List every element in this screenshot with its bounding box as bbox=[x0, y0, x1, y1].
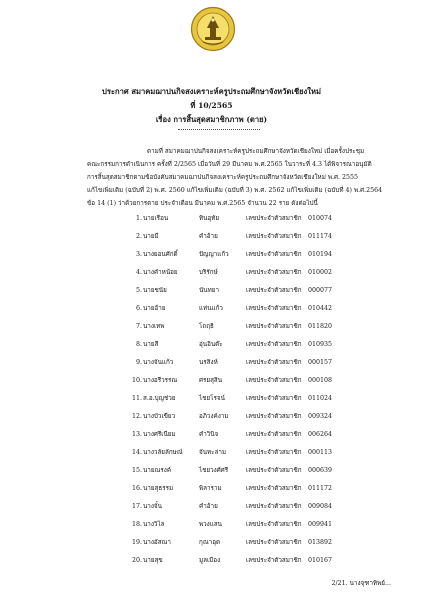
member-first-name: นายชนัย bbox=[143, 287, 167, 294]
association-seal-icon bbox=[190, 6, 236, 52]
member-first-name: นายสี bbox=[143, 341, 159, 348]
member-id: 009084 bbox=[308, 503, 333, 510]
member-last-name: บริรักษ์ bbox=[199, 269, 218, 276]
item-number: 12. bbox=[131, 413, 142, 420]
member-last-name: นันทยา bbox=[199, 287, 219, 294]
member-first-name: นางศรีเนียม bbox=[143, 431, 176, 438]
page-continuation: 2/21. นางจุฑาทิพย์... bbox=[331, 580, 391, 587]
member-last-name: โถฤธิ bbox=[199, 323, 214, 330]
member-last-name: อุ่นอินต๊ะ bbox=[199, 341, 223, 348]
member-id: 010074 bbox=[308, 215, 333, 222]
divider bbox=[178, 129, 260, 130]
item-number: 10. bbox=[131, 377, 142, 384]
item-number: 19. bbox=[131, 539, 142, 546]
member-last-name: แท่นแก้ว bbox=[199, 305, 223, 312]
item-number: 6. bbox=[135, 305, 142, 312]
member-id-label: เลขประจำตัวสมาชิก bbox=[246, 539, 302, 546]
item-number: 9. bbox=[135, 359, 142, 366]
item-number: 1. bbox=[135, 215, 142, 222]
member-id-label: เลขประจำตัวสมาชิก bbox=[246, 269, 302, 276]
member-id: 006264 bbox=[308, 431, 333, 438]
member-first-name: นางบัวเขียว bbox=[143, 413, 176, 420]
item-number: 20. bbox=[131, 557, 142, 564]
member-last-name: คำวินิจ bbox=[199, 431, 219, 438]
member-last-name: ศรยสุสิน bbox=[199, 377, 223, 384]
item-number: 16. bbox=[131, 485, 142, 492]
member-id: 009941 bbox=[308, 521, 333, 528]
member-last-name: คำอ้าย bbox=[199, 233, 218, 240]
member-id-label: เลขประจำตัวสมาชิก bbox=[246, 485, 302, 492]
body-paragraph-line: แก้ไขเพิ่มเติม (ฉบับที่ 2) พ.ศ. 2560 แก้ไขเพิ่มเติม (ฉบับที่ 3) พ.ศ. 2562 แก้ไขเพิ่มเติม (ฉบับที่ 4) พ.ศ.2564 bbox=[87, 187, 383, 194]
member-id: 009324 bbox=[308, 413, 333, 420]
member-id-label: เลขประจำตัวสมาชิก bbox=[246, 395, 302, 402]
member-id: 000157 bbox=[308, 359, 333, 366]
item-number: 8. bbox=[135, 341, 142, 348]
member-id-label: เลขประจำตัวสมาชิก bbox=[246, 449, 302, 456]
member-id-label: เลขประจำตัวสมาชิก bbox=[246, 215, 302, 222]
member-id: 010002 bbox=[308, 269, 333, 276]
member-id: 011024 bbox=[308, 395, 333, 402]
member-id: 000113 bbox=[308, 449, 333, 456]
member-id-label: เลขประจำตัวสมาชิก bbox=[246, 251, 302, 258]
announcement-number: ที่ 10/2565 bbox=[190, 101, 233, 110]
member-id: 011174 bbox=[308, 233, 333, 240]
member-last-name: คำอ้าย bbox=[199, 503, 218, 510]
member-id-label: เลขประจำตัวสมาชิก bbox=[246, 323, 302, 330]
member-first-name: นางวิไล bbox=[143, 521, 165, 528]
member-last-name: พวงแสน bbox=[199, 521, 222, 528]
item-number: 2. bbox=[135, 233, 142, 240]
body-paragraph-line: การสิ้นสุดสมาชิกตามข้อบังคับสมาคมฌาปนกิจสงเคราะห์ครูประถมศึกษาจังหวัดเชียงใหม่ พ.ศ. 2555 bbox=[87, 174, 359, 181]
member-id: 011172 bbox=[308, 485, 333, 492]
member-id-label: เลขประจำตัวสมาชิก bbox=[246, 413, 302, 420]
member-last-name: ปัญญาแก้ว bbox=[199, 251, 229, 258]
member-first-name: นายมี bbox=[143, 233, 159, 240]
body-paragraph-line: ข้อ 14 (1) ว่าด้วยการตาย ประจำเดือน มีนาคม พ.ศ.2565 จำนวน 22 ราย ดังต่อไปนี้ bbox=[87, 200, 318, 207]
member-id-label: เลขประจำตัวสมาชิก bbox=[246, 377, 302, 384]
member-first-name: ส.อ.บุญช่วย bbox=[143, 395, 176, 402]
member-last-name: ทินอุทัย bbox=[199, 215, 220, 222]
item-number: 14. bbox=[131, 449, 142, 456]
body-paragraph-line: คณะกรรมการดำเนินการ ครั้งที่ 2/2565 เมื่อวันที่ 29 มีนาคม พ.ศ.2565 ในวาระที่ 4.3 ได้พิจารณาอนุมัติ bbox=[87, 161, 372, 168]
member-first-name: นายเรือน bbox=[143, 215, 169, 222]
item-number: 17. bbox=[131, 503, 142, 510]
member-id: 000077 bbox=[308, 287, 333, 294]
member-id: 013892 bbox=[308, 539, 333, 546]
body-paragraph-line: ตามที่ สมาคมฌาปนกิจสงเคราะห์ครูประถมศึกษาจังหวัดเชียงใหม่ เมื่อครั้งประชุม bbox=[147, 148, 365, 155]
item-number: 11. bbox=[131, 395, 142, 402]
member-id: 011820 bbox=[308, 323, 333, 330]
member-id: 010442 bbox=[308, 305, 333, 312]
member-last-name: นรสิงห์ bbox=[199, 359, 218, 366]
member-id: 000639 bbox=[308, 467, 333, 474]
member-id: 010167 bbox=[308, 557, 333, 564]
item-number: 15. bbox=[131, 467, 142, 474]
member-first-name: นายอ้าย bbox=[143, 305, 166, 312]
member-last-name: อภิวงค์งาม bbox=[199, 413, 229, 420]
member-id-label: เลขประจำตัวสมาชิก bbox=[246, 557, 302, 564]
item-number: 18. bbox=[131, 521, 142, 528]
member-id-label: เลขประจำตัวสมาชิก bbox=[246, 431, 302, 438]
member-id: 010935 bbox=[308, 341, 333, 348]
announcement-title: ประกาศ สมาคมฌาปนกิจสงเคราะห์ครูประถมศึกษาจังหวัดเชียงใหม่ bbox=[102, 87, 321, 96]
member-first-name: นางยอนศักดิ์ bbox=[143, 251, 178, 258]
member-first-name: นายณรงค์ bbox=[143, 467, 172, 474]
item-number: 5. bbox=[135, 287, 142, 294]
member-id-label: เลขประจำตัวสมาชิก bbox=[246, 305, 302, 312]
member-id-label: เลขประจำตัวสมาชิก bbox=[246, 287, 302, 294]
item-number: 4. bbox=[135, 269, 142, 276]
member-first-name: นางวลัยลักษณ์ bbox=[143, 449, 183, 456]
member-id-label: เลขประจำตัวสมาชิก bbox=[246, 467, 302, 474]
member-id-label: เลขประจำตัวสมาชิก bbox=[246, 503, 302, 510]
member-last-name: พิลาราม bbox=[199, 485, 222, 492]
item-number: 13. bbox=[131, 431, 142, 438]
member-last-name: มูลเมือง bbox=[199, 557, 221, 564]
item-number: 3. bbox=[135, 251, 142, 258]
member-id: 000108 bbox=[308, 377, 333, 384]
member-first-name: นางอัสณา bbox=[143, 539, 171, 546]
member-id-label: เลขประจำตัวสมาชิก bbox=[246, 233, 302, 240]
member-id: 010194 bbox=[308, 251, 333, 258]
member-id-label: เลขประจำตัวสมาชิก bbox=[246, 341, 302, 348]
member-first-name: นางเทพ bbox=[143, 323, 165, 330]
announcement-subject: เรื่อง การสิ้นสุดสมาชิกภาพ (ตาย) bbox=[155, 115, 268, 124]
item-number: 7. bbox=[135, 323, 142, 330]
member-first-name: นางคำหน้อย bbox=[143, 269, 178, 276]
member-last-name: กุณาอุด bbox=[199, 539, 221, 546]
member-first-name: นางจันแก้ว bbox=[143, 359, 174, 366]
member-id-label: เลขประจำตัวสมาชิก bbox=[246, 521, 302, 528]
member-id-label: เลขประจำตัวสมาชิก bbox=[246, 359, 302, 366]
member-last-name: ไชยวงศ์ศรี bbox=[199, 467, 229, 474]
member-first-name: นางจั๋น bbox=[143, 503, 162, 510]
member-first-name: นางอรีวรรณ bbox=[143, 377, 178, 384]
member-first-name: นายสุธรรม bbox=[143, 485, 174, 492]
member-last-name: จันทะล่าม bbox=[199, 449, 227, 456]
member-first-name: นายสุข bbox=[143, 557, 163, 564]
member-last-name: ไชยโรจน์ bbox=[199, 395, 225, 402]
